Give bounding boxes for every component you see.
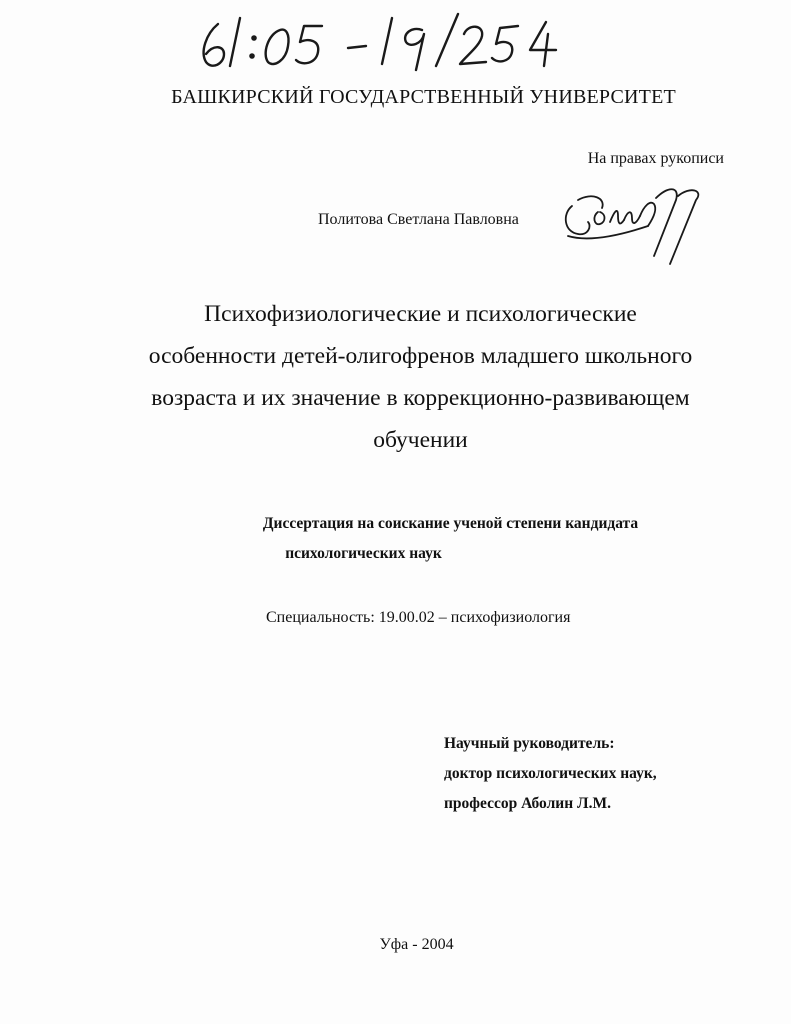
scientific-supervisor xyxy=(444,729,657,819)
title-line: возраста и их значение в коррекционно-развивающем xyxy=(151,385,690,411)
university-name: БАШКИРСКИЙ ГОСУДАРСТВЕННЫЙ УНИВЕРСИТЕТ xyxy=(171,86,676,108)
degree-line: Диссертация на соискание ученой степени кандидата xyxy=(262,515,639,532)
dissertation-title xyxy=(0,293,791,461)
degree-line: психологических наук xyxy=(285,545,442,562)
author-signature xyxy=(558,176,708,268)
supervisor-line: профессор Аболин Л.М. xyxy=(444,795,611,812)
supervisor-line: доктор психологических наук, xyxy=(444,765,657,782)
specialty: Специальность: 19.00.02 – психофизиология xyxy=(266,609,571,626)
title-line: обучении xyxy=(373,427,468,453)
place-and-year: Уфа - 2004 xyxy=(379,936,454,953)
title-line: особенности детей-олигофренов младшего школьного xyxy=(148,343,693,369)
author-name: Политова Светлана Павловна xyxy=(318,211,519,228)
handwritten-archive-code xyxy=(196,4,576,74)
author-signature-drawing xyxy=(558,176,708,268)
title-line: Психофизиологические и психологические xyxy=(204,301,637,327)
degree-statement xyxy=(0,509,791,569)
handwritten-archive-code-drawing xyxy=(196,4,576,74)
manuscript-rights-note: На правах рукописи xyxy=(587,150,724,167)
supervisor-line: Научный руководитель: xyxy=(444,735,615,752)
